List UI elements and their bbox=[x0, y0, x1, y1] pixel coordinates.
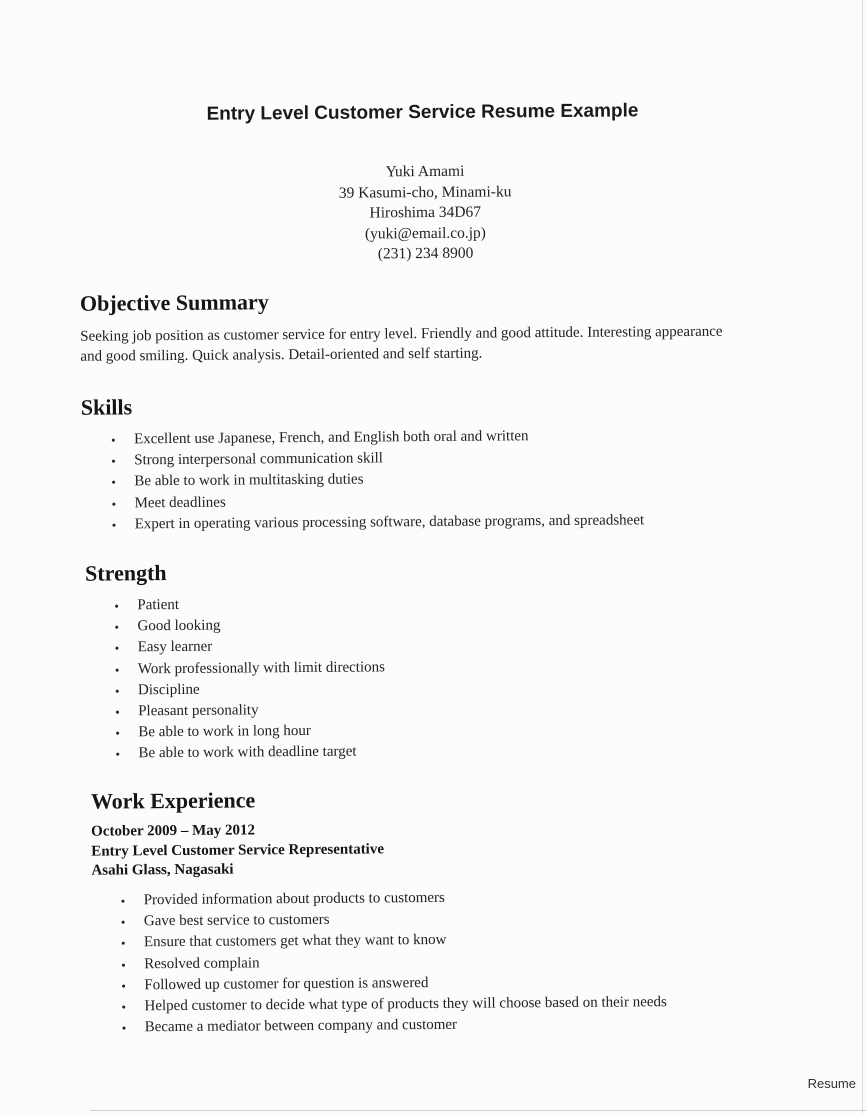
experience-heading: Work Experience bbox=[90, 787, 256, 814]
objective-heading: Objective Summary bbox=[79, 289, 269, 316]
contact-address-line-2: Hiroshima 34D67 bbox=[369, 203, 482, 222]
list-item: • Excellent use Japanese, French, and English both oral and written bbox=[111, 425, 644, 450]
list-item: • Work professionally with limit directions bbox=[115, 657, 385, 680]
strength-list bbox=[114, 593, 385, 765]
objective-text: Seeking job position as customer service for entry level. Friendly and good attitude. Interesting appearance and good smiling. Quick analysis. Detail-oriented and self starting. bbox=[80, 323, 723, 365]
contact-block bbox=[0, 159, 854, 268]
list-item: • Discipline bbox=[115, 678, 385, 701]
list-item: • Be able to work with deadline target bbox=[115, 742, 385, 765]
job-details bbox=[91, 820, 384, 881]
scan-bottom-line bbox=[90, 1110, 866, 1111]
list-item: • Patient bbox=[114, 593, 384, 616]
scan-edge-line bbox=[862, 0, 863, 1113]
list-item: • Be able to work in long hour bbox=[115, 721, 385, 744]
list-item: • Pleasant personality bbox=[115, 699, 385, 722]
list-item: • Meet deadlines bbox=[111, 489, 644, 514]
job-period: October 2009 – May 2012 bbox=[91, 822, 256, 840]
list-item: • Easy learner bbox=[115, 636, 385, 659]
list-item: • Expert in operating various processing software, database programs, and spreadsheet bbox=[112, 510, 645, 535]
list-item: • Became a mediator between company and customer bbox=[122, 1013, 668, 1038]
list-item: • Gave best service to customers bbox=[121, 907, 667, 932]
skills-heading: Skills bbox=[80, 394, 133, 420]
contact-phone: (231) 234 8900 bbox=[377, 244, 474, 263]
list-item: • Strong interpersonal communication skill bbox=[111, 447, 644, 472]
list-item: • Ensure that customers get what they want to know bbox=[121, 929, 667, 954]
contact-email: (yuki@email.co.jp) bbox=[364, 224, 487, 243]
experience-list bbox=[121, 886, 668, 1039]
list-item: • Be able to work in multitasking duties bbox=[111, 468, 644, 493]
contact-address-line-1: 39 Kasumi-cho, Minami-ku bbox=[338, 182, 512, 202]
job-company: Asahi Glass, Nagasaki bbox=[91, 861, 234, 879]
list-item: • Resolved complain bbox=[121, 950, 667, 975]
list-item: • Provided information about products to customers bbox=[121, 886, 667, 911]
strength-heading: Strength bbox=[84, 560, 167, 586]
job-position: Entry Level Customer Service Representative bbox=[91, 840, 385, 860]
list-item: • Good looking bbox=[114, 615, 384, 638]
footer-label: Resume bbox=[807, 1076, 856, 1091]
list-item: • Helped customer to decide what type of products they will choose based on their needs bbox=[121, 992, 667, 1017]
list-item: • Followed up customer for question is answered bbox=[121, 971, 667, 996]
contact-name: Yuki Amami bbox=[385, 162, 465, 181]
skills-list bbox=[111, 425, 644, 535]
document-title: Entry Level Customer Service Resume Example bbox=[206, 100, 639, 125]
